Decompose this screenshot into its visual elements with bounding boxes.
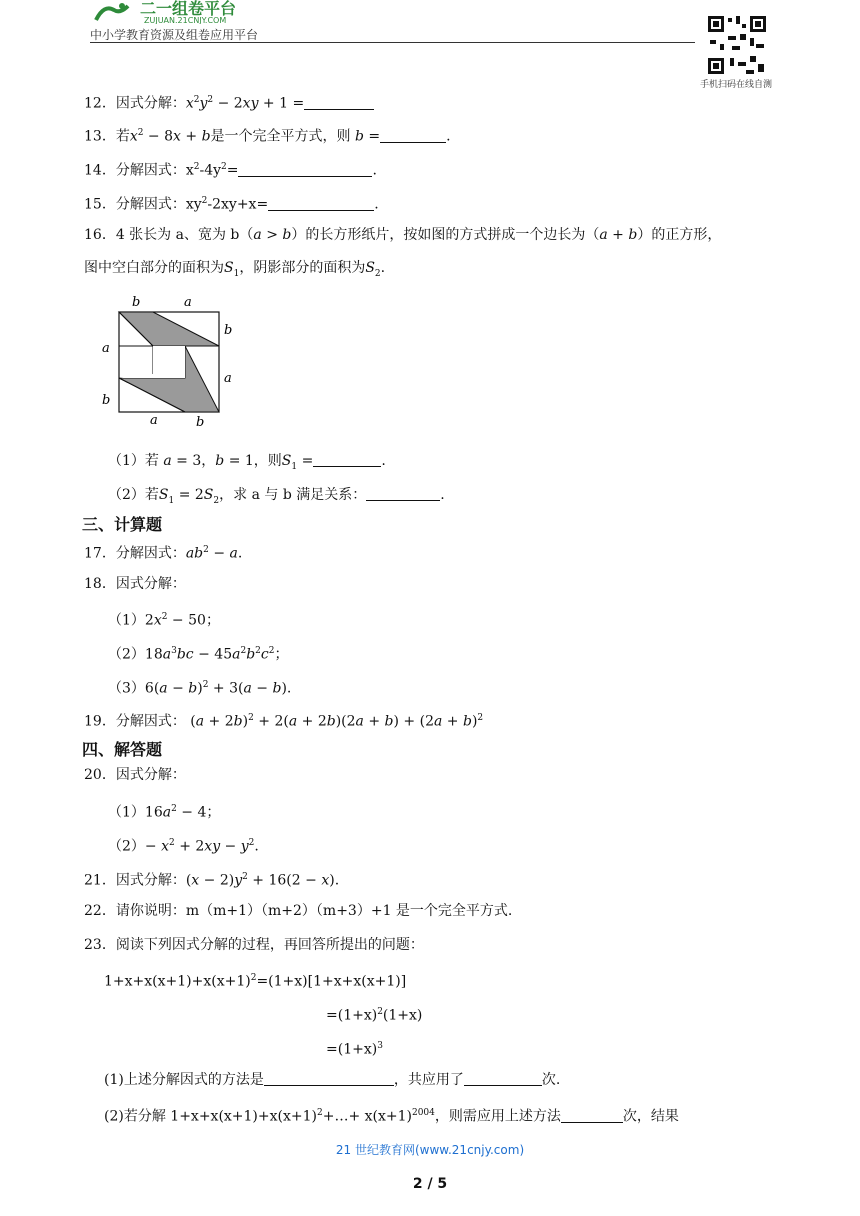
question-17: 17．分解因式：$ab^2 - a$.: [84, 545, 243, 562]
answer-blank: [268, 196, 374, 211]
answer-blank: [264, 1071, 394, 1086]
svg-text:a: a: [150, 413, 158, 428]
answer-blank: [464, 1071, 542, 1086]
header-divider: [90, 42, 695, 43]
answer-blank: [304, 95, 374, 110]
question-18-sub3: $(3)6(a - b)^2 + 3(a - b)$.: [108, 680, 292, 697]
question-18-sub2: $(2)18a^3bc - 45a^2b^2c^2$；: [108, 646, 289, 663]
question-20-sub2: $(2)- x^2 + 2xy - y^2$.: [108, 838, 259, 855]
page-number: 2 / 5: [412, 1176, 448, 1192]
question-13: 13．若$x^2 - 8x + b$是一个完全平方式，则 b = .: [84, 128, 451, 145]
svg-text:b: b: [102, 393, 111, 408]
header-subtitle: 中小学教育资源及组卷应用平台: [90, 28, 259, 42]
answer-blank: [313, 452, 381, 467]
question-18-sub1: $(1)2x^2 - 50$；: [108, 612, 220, 629]
section-heading-3: 三、计算题: [82, 515, 163, 534]
svg-text:b: b: [132, 295, 141, 310]
question-16-line1: 16．4 张长为 a、宽为 b（a > b）的长方形纸片，按如图的方式拼成一个边长为（a + b）的正方形，: [84, 227, 722, 243]
question-18: 18．因式分解：: [84, 576, 186, 592]
svg-text:a: a: [102, 341, 110, 356]
question-23-step1: $1+x+x(x+1)+x(x+1)^2=(1+x)[1+x+x(x+1)]$: [104, 973, 407, 990]
logo-brand-text: 二一组卷平台: [140, 0, 237, 18]
svg-text:a: a: [224, 371, 232, 386]
question-23-sub1: (1)上述分解因式的方法是 ，共应用了 次.: [104, 1072, 561, 1088]
question-text: 因式分解：: [115, 95, 186, 112]
answer-blank: [366, 486, 440, 501]
question-16-line2: 图中空白部分的面积为$S_1$，阴影部分的面积为$S_2$.: [84, 260, 386, 279]
question-16-sub1: （1）若 a = 3，b = 1，则$S_1$ = .: [108, 453, 386, 472]
qr-caption: 手机扫码在线自测: [700, 80, 773, 90]
question-20: 20．因式分解：: [84, 767, 186, 783]
answer-blank: [561, 1108, 623, 1123]
question-16-sub2: （2）若$S_1 = 2S_2$，求 a 与 b 满足关系： .: [108, 487, 445, 506]
question-number: 12．: [84, 95, 116, 112]
question-23-step2: $=(1+x)^2(1+x)$: [326, 1007, 423, 1024]
question-14: 14．分解因式：$x^2-4y^2=$ .: [84, 162, 377, 179]
svg-text:a: a: [184, 295, 192, 310]
question-20-sub1: $(1)16a^2 - 4$；: [108, 804, 221, 821]
svg-text:b: b: [224, 323, 233, 338]
square-diagram: [96, 290, 246, 430]
question-15: 15．分解因式：$xy^2-2xy+x=$ .: [84, 196, 379, 213]
section-heading-4: 四、解答题: [82, 740, 163, 759]
question-23-sub2: (2)若分解 $1+x+x(x+1)+x(x+1)^2+\dots+ x(x+1)^{2004}$，则需应用上述方法 次，结果: [104, 1108, 679, 1125]
logo-url-text: ZUJUAN.21CNJY.COM: [144, 16, 227, 24]
question-19: 19．分解因式： $(a + 2b)^2 + 2(a + 2b)(2a + b) + (2a + b)^2$: [84, 713, 484, 730]
answer-blank: [238, 162, 372, 177]
qr-code-icon: [706, 14, 768, 76]
svg-text:b: b: [196, 415, 205, 430]
question-23-step3: $=(1+x)^3$: [326, 1041, 383, 1058]
answer-blank: [380, 128, 446, 143]
question-21: 21．因式分解：$(x - 2)y^2 + 16(2 - x)$.: [84, 872, 340, 889]
question-12: 12．因式分解：$x^2y^2 - 2xy + 1$ =: [84, 90, 374, 114]
question-23: 23．阅读下列因式分解的过程，再回答所提出的问题：: [84, 937, 424, 953]
question-22: 22．请你说明：m（m+1）（m+2）（m+3）+1 是一个完全平方式.: [84, 903, 513, 919]
shaded-region-top: [119, 312, 219, 346]
site-logo: [92, 0, 272, 24]
footer-link[interactable]: 21 世纪教育网(www.21cnjy.com): [335, 1143, 525, 1157]
